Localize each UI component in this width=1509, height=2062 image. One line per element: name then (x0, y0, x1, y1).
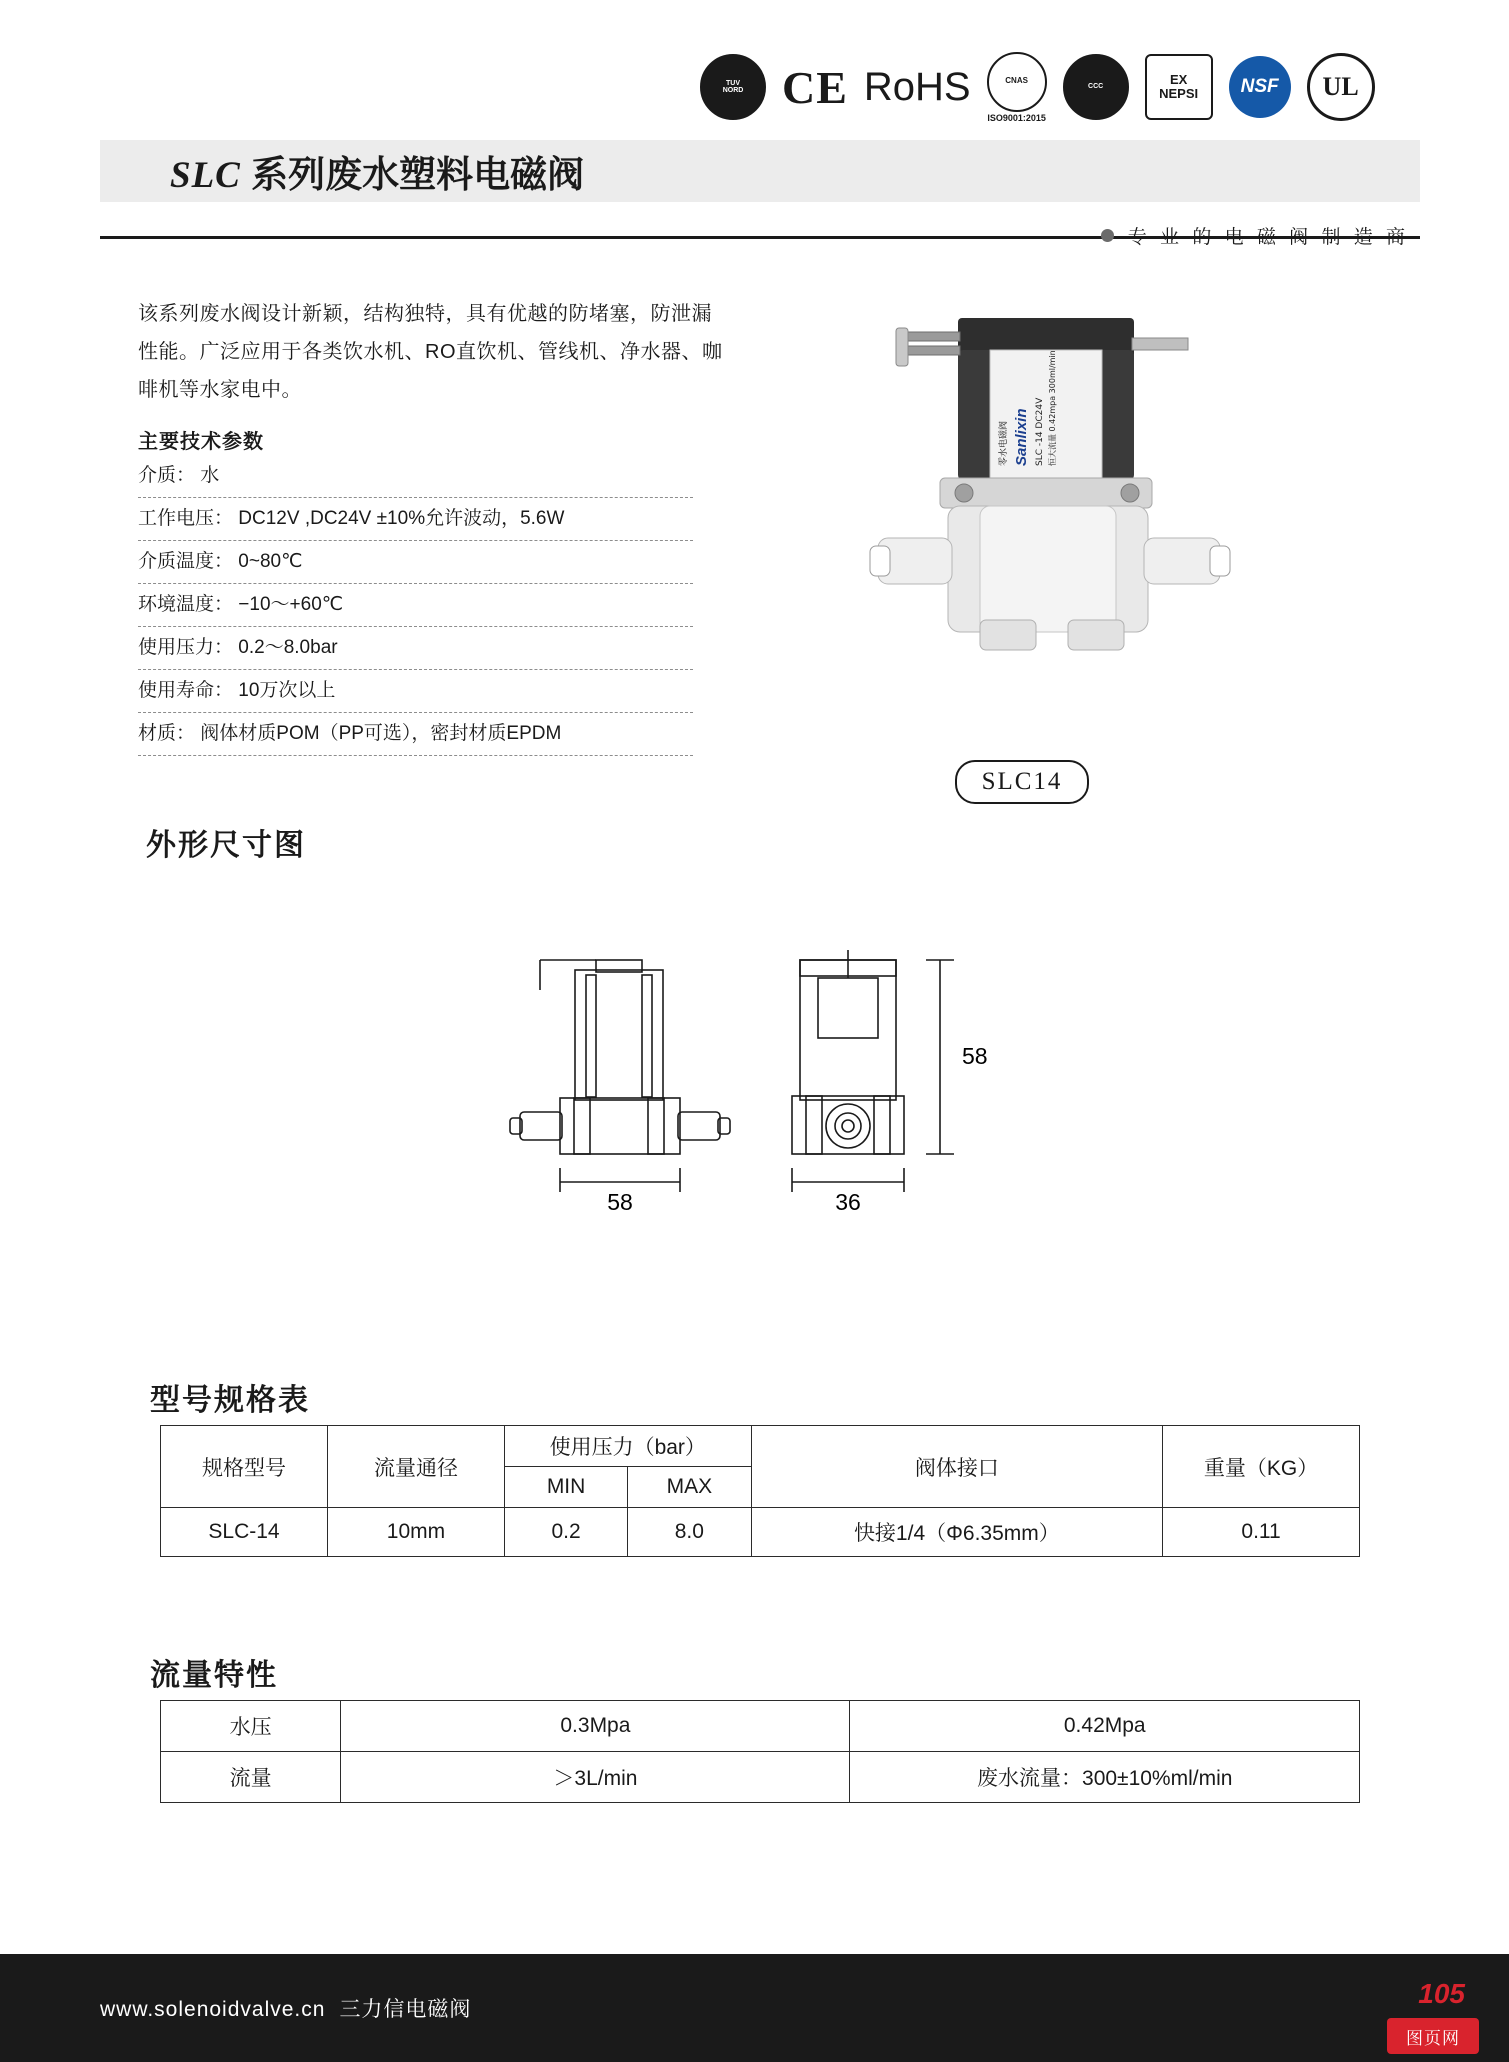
spec-value: 10万次以上 (238, 680, 336, 701)
bullet-icon (1101, 229, 1114, 242)
svg-text:SLC -14 DC24V: SLC -14 DC24V (1035, 397, 1045, 466)
dimension-drawing (500, 930, 1120, 1270)
page-title (170, 144, 584, 198)
spec-key: 使用压力： (138, 637, 234, 658)
certification-logo-row (700, 48, 1440, 126)
cell-flow-col1: ＞3L/min (341, 1752, 850, 1803)
spec-key: 使用寿命： (138, 680, 234, 701)
atex-nepsi-mark-icon (1145, 54, 1213, 120)
svg-text:零水电磁阀: 零水电磁阀 (999, 420, 1009, 466)
spec-key: 工作电压： (138, 508, 234, 529)
company-slogan (1101, 222, 1409, 249)
product-photo (830, 290, 1280, 690)
th-model: 规格型号 (161, 1426, 328, 1508)
table-header-row (161, 1426, 1360, 1467)
cell-bore: 10mm (327, 1508, 504, 1557)
ex-line2: NEPSI (1159, 86, 1199, 101)
spec-row (138, 713, 693, 756)
ul-mark-icon: UL (1307, 53, 1375, 121)
model-table-heading: 型号规格表 (150, 1384, 310, 1417)
tuv-line2: NORD (722, 87, 744, 94)
th-bore: 流量通径 (327, 1426, 504, 1508)
tuv-nord-badge-icon (700, 54, 766, 120)
product-caption: SLC14 (955, 760, 1089, 804)
spec-row (138, 670, 693, 713)
spec-row (138, 455, 693, 498)
spec-value: DC12V ,DC24V ±10%允许波动，5.6W (238, 508, 565, 529)
footer-text (100, 1993, 471, 2023)
spec-row (138, 541, 693, 584)
table-row (161, 1701, 1360, 1752)
spec-key: 介质温度： (138, 551, 234, 572)
footer-url[interactable]: www.solenoidvalve.cn (100, 1998, 326, 2021)
cell-flow-col1: 0.3Mpa (341, 1701, 850, 1752)
page-number: 105 (1418, 1978, 1465, 2009)
tuv-line1: TUV (726, 79, 740, 87)
rohs-mark-icon: RoHS (863, 64, 971, 109)
spec-value: 阀体材质POM（PP可选），密封材质EPDM (200, 723, 562, 744)
th-pressure-min: MIN (504, 1467, 627, 1508)
ccc-mark-icon (1063, 54, 1129, 120)
cell-model: SLC-14 (161, 1508, 328, 1557)
model-specification-table (160, 1425, 1360, 1557)
cell-weight: 0.11 (1163, 1508, 1360, 1557)
page-title-model: SLC (170, 155, 241, 196)
cell-pressure-max: 8.0 (628, 1508, 751, 1557)
table-row (161, 1752, 1360, 1803)
iso-standard-label: ISO9001:2015 (987, 112, 1046, 123)
svg-text:Sanlixin: Sanlixin (1013, 408, 1030, 466)
cell-flow-col2: 0.42Mpa (850, 1701, 1360, 1752)
spec-row (138, 498, 693, 541)
cell-flow-label: 流量 (161, 1752, 341, 1803)
watermark-badge: 图页网 (1387, 2018, 1479, 2054)
spec-value: −10～+60℃ (238, 594, 344, 615)
iso-mark-icon (987, 52, 1047, 123)
th-port: 阀体接口 (751, 1426, 1163, 1508)
th-pressure-max: MAX (628, 1467, 751, 1508)
iso-ring-label: CNAS (987, 52, 1047, 112)
intro-paragraph: 该系列废水阀设计新颖，结构独特，具有优越的防堵塞，防泄漏性能。广泛应用于各类饮水机、RO直饮机、管线机、净水器、咖啡机等水家电中。 (138, 303, 723, 401)
th-weight: 重量（KG） (1163, 1426, 1360, 1508)
flow-characteristics-table (160, 1700, 1360, 1803)
ce-mark-icon: CE (782, 61, 848, 113)
cell-pressure-min: 0.2 (504, 1508, 627, 1557)
spec-value: 0.2～8.0bar (238, 637, 338, 658)
company-slogan-text: 专 业 的 电 磁 阀 制 造 商 (1127, 227, 1409, 248)
cell-flow-label: 水压 (161, 1701, 341, 1752)
flow-table-heading: 流量特性 (150, 1659, 278, 1692)
footer-company: 三力信电磁阀 (339, 1998, 472, 2021)
th-pressure: 使用压力（bar） (504, 1426, 751, 1467)
table-row (161, 1508, 1360, 1557)
dim-side-width: 36 (835, 1189, 861, 1215)
dim-front-width: 58 (607, 1189, 633, 1215)
ccc-label: CCC (1063, 54, 1129, 120)
page-title-band (100, 140, 1420, 202)
svg-text:恒大流量 0.42mpa 300ml/min: 恒大流量 0.42mpa 300ml/min (1048, 350, 1057, 466)
dimension-heading: 外形尺寸图 (146, 829, 306, 862)
nsf-mark-icon: NSF (1229, 56, 1291, 118)
spec-value: 0~80℃ (238, 551, 303, 572)
spec-key: 环境温度： (138, 594, 234, 615)
page-title-rest: 系列废水塑料电磁阀 (240, 154, 585, 195)
cell-port: 快接1/4（Φ6.35mm） (751, 1508, 1163, 1557)
spec-row (138, 627, 693, 670)
spec-value: 水 (200, 465, 220, 486)
dimension-drawing-svg (500, 930, 1120, 1270)
cell-flow-col2: 废水流量：300±10%ml/min (850, 1752, 1360, 1803)
solenoid-valve-illustration (830, 290, 1280, 690)
spec-list (138, 455, 693, 756)
dim-side-height: 58 (962, 1043, 988, 1069)
page-footer (0, 1954, 1509, 2062)
ex-line1: EX (1169, 71, 1188, 87)
spec-row (138, 584, 693, 627)
spec-heading: 主要技术参数 (138, 431, 264, 453)
spec-key: 介质： (138, 465, 196, 486)
spec-key: 材质： (138, 723, 196, 744)
